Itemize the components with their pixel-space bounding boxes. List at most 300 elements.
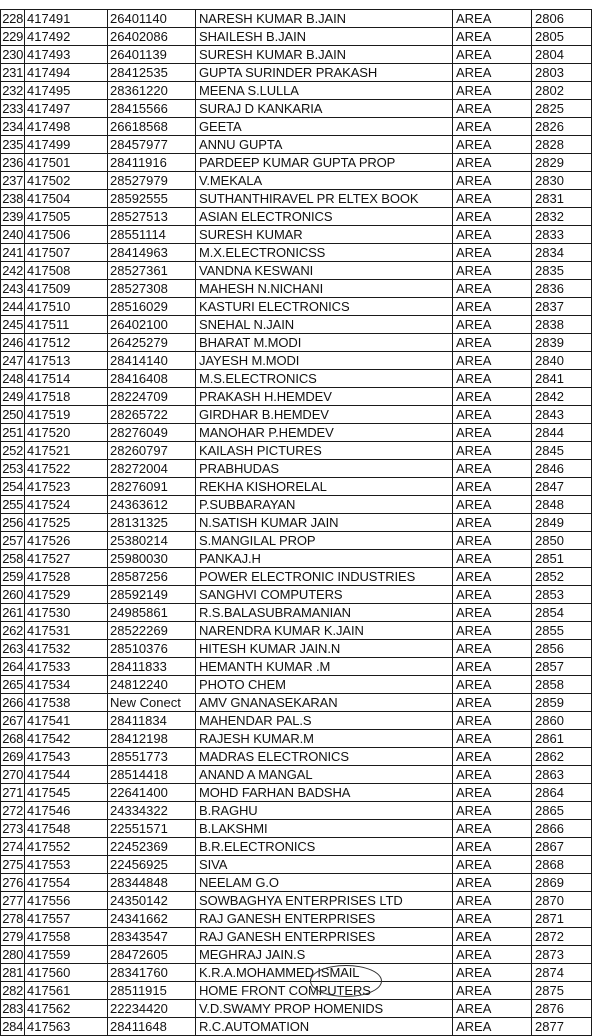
- area-cell: AREA: [453, 82, 532, 100]
- account-cell: 417497: [25, 100, 108, 118]
- area-cell: AREA: [453, 442, 532, 460]
- serial-cell: 281: [2, 965, 23, 980]
- area-cell: AREA: [453, 514, 532, 532]
- serial-cell: 242: [2, 263, 23, 278]
- serial-cell: 252: [2, 443, 23, 458]
- table-row: [1, 118, 592, 136]
- serial-cell: 259: [2, 569, 23, 584]
- number-cell: 2847: [532, 478, 592, 496]
- phone-cell: 26401140: [108, 10, 196, 28]
- name-cell: RAJESH KUMAR.M: [196, 730, 453, 748]
- serial-cell: 282: [2, 983, 23, 998]
- serial-cell: 246: [2, 335, 23, 350]
- area-cell: AREA: [453, 676, 532, 694]
- account-cell: 417513: [25, 352, 108, 370]
- name-cell: GEETA: [196, 118, 453, 136]
- table-row: [1, 424, 592, 442]
- account-cell: 417542: [25, 730, 108, 748]
- account-cell: 417544: [25, 766, 108, 784]
- area-cell: AREA: [453, 604, 532, 622]
- account-cell: 417512: [25, 334, 108, 352]
- account-cell: 417530: [25, 604, 108, 622]
- number-cell: 2831: [532, 190, 592, 208]
- area-cell: AREA: [453, 10, 532, 28]
- number-cell: 2858: [532, 676, 592, 694]
- area-cell: AREA: [453, 532, 532, 550]
- table-row: [1, 316, 592, 334]
- area-cell: AREA: [453, 802, 532, 820]
- area-cell: AREA: [453, 154, 532, 172]
- phone-cell: 28592555: [108, 190, 196, 208]
- account-cell: 417501: [25, 154, 108, 172]
- account-cell: 417507: [25, 244, 108, 262]
- account-cell: 417506: [25, 226, 108, 244]
- number-cell: 2835: [532, 262, 592, 280]
- account-cell: 417502: [25, 172, 108, 190]
- account-cell: 417495: [25, 82, 108, 100]
- phone-cell: 28272004: [108, 460, 196, 478]
- area-cell: AREA: [453, 910, 532, 928]
- area-cell: AREA: [453, 856, 532, 874]
- area-cell: AREA: [453, 334, 532, 352]
- number-cell: 2837: [532, 298, 592, 316]
- number-cell: 2853: [532, 586, 592, 604]
- number-cell: 2836: [532, 280, 592, 298]
- area-cell: AREA: [453, 352, 532, 370]
- name-cell: MEGHRAJ JAIN.S: [196, 946, 453, 964]
- serial-cell: 269: [2, 749, 23, 764]
- serial-cell: 264: [2, 659, 23, 674]
- name-cell: REKHA KISHORELAL: [196, 478, 453, 496]
- table-row: [1, 136, 592, 154]
- account-cell: 417528: [25, 568, 108, 586]
- number-cell: 2875: [532, 982, 592, 1000]
- table-row: [1, 694, 592, 712]
- account-cell: 417499: [25, 136, 108, 154]
- name-cell: ANNU GUPTA: [196, 136, 453, 154]
- number-cell: 2841: [532, 370, 592, 388]
- phone-cell: 24985861: [108, 604, 196, 622]
- phone-cell: 28527979: [108, 172, 196, 190]
- phone-cell: 28514418: [108, 766, 196, 784]
- name-cell: MAHENDAR PAL.S: [196, 712, 453, 730]
- table-row: [1, 226, 592, 244]
- table-row: [1, 802, 592, 820]
- number-cell: 2806: [532, 10, 592, 28]
- account-cell: 417557: [25, 910, 108, 928]
- phone-cell: 28414140: [108, 352, 196, 370]
- table-row: [1, 82, 592, 100]
- table-row: [1, 838, 592, 856]
- table-row: [1, 856, 592, 874]
- table-row: [1, 100, 592, 118]
- phone-cell: 28361220: [108, 82, 196, 100]
- area-cell: AREA: [453, 64, 532, 82]
- table-row: [1, 370, 592, 388]
- area-cell: AREA: [453, 694, 532, 712]
- serial-cell: 273: [2, 821, 23, 836]
- name-cell: HOME FRONT COMPUTERS: [196, 982, 453, 1000]
- table-row: [1, 262, 592, 280]
- table-row: [1, 172, 592, 190]
- number-cell: 2873: [532, 946, 592, 964]
- name-cell: HITESH KUMAR JAIN.N: [196, 640, 453, 658]
- phone-cell: 22456925: [108, 856, 196, 874]
- account-cell: 417552: [25, 838, 108, 856]
- name-cell: BHARAT M.MODI: [196, 334, 453, 352]
- phone-cell: 25380214: [108, 532, 196, 550]
- serial-cell: 272: [2, 803, 23, 818]
- area-cell: AREA: [453, 262, 532, 280]
- number-cell: 2870: [532, 892, 592, 910]
- area-cell: AREA: [453, 316, 532, 334]
- phone-cell: 24334322: [108, 802, 196, 820]
- table-row: [1, 712, 592, 730]
- phone-cell: 28411834: [108, 712, 196, 730]
- table-row: [1, 622, 592, 640]
- phone-cell: 28265722: [108, 406, 196, 424]
- phone-cell: 26618568: [108, 118, 196, 136]
- name-cell: P.SUBBARAYAN: [196, 496, 453, 514]
- account-cell: 417493: [25, 46, 108, 64]
- name-cell: B.LAKSHMI: [196, 820, 453, 838]
- name-cell: NEELAM G.O: [196, 874, 453, 892]
- serial-cell: 271: [2, 785, 23, 800]
- name-cell: B.R.ELECTRONICS: [196, 838, 453, 856]
- number-cell: 2849: [532, 514, 592, 532]
- name-cell: SANGHVI COMPUTERS: [196, 586, 453, 604]
- number-cell: 2830: [532, 172, 592, 190]
- area-cell: AREA: [453, 280, 532, 298]
- phone-cell: 28522269: [108, 622, 196, 640]
- area-cell: AREA: [453, 568, 532, 586]
- phone-cell: New Conect: [108, 694, 196, 712]
- area-cell: AREA: [453, 784, 532, 802]
- serial-cell: 263: [2, 641, 23, 656]
- phone-cell: 28411833: [108, 658, 196, 676]
- serial-cell: 241: [2, 245, 23, 260]
- area-cell: AREA: [453, 874, 532, 892]
- phone-cell: 28412198: [108, 730, 196, 748]
- number-cell: 2854: [532, 604, 592, 622]
- number-cell: 2866: [532, 820, 592, 838]
- name-cell: KAILASH PICTURES: [196, 442, 453, 460]
- account-cell: 417531: [25, 622, 108, 640]
- name-cell: HEMANTH KUMAR .M: [196, 658, 453, 676]
- account-cell: 417509: [25, 280, 108, 298]
- table-row: [1, 532, 592, 550]
- phone-cell: 28527361: [108, 262, 196, 280]
- area-cell: AREA: [453, 244, 532, 262]
- area-cell: AREA: [453, 1018, 532, 1036]
- table-row: [1, 298, 592, 316]
- area-cell: AREA: [453, 892, 532, 910]
- account-cell: 417562: [25, 1000, 108, 1018]
- phone-cell: 28276049: [108, 424, 196, 442]
- serial-cell: 247: [2, 353, 23, 368]
- number-cell: 2833: [532, 226, 592, 244]
- serial-cell: 265: [2, 677, 23, 692]
- account-cell: 417560: [25, 964, 108, 982]
- table-row: [1, 658, 592, 676]
- phone-cell: 24363612: [108, 496, 196, 514]
- name-cell: VANDNA KESWANI: [196, 262, 453, 280]
- serial-cell: 245: [2, 317, 23, 332]
- phone-cell: 26402086: [108, 28, 196, 46]
- phone-cell: 26401139: [108, 46, 196, 64]
- serial-cell: 244: [2, 299, 23, 314]
- name-cell: PARDEEP KUMAR GUPTA PROP: [196, 154, 453, 172]
- table-row: [1, 28, 592, 46]
- table-row: [1, 244, 592, 262]
- number-cell: 2860: [532, 712, 592, 730]
- table-row: [1, 514, 592, 532]
- area-cell: AREA: [453, 496, 532, 514]
- account-cell: 417511: [25, 316, 108, 334]
- area-cell: AREA: [453, 982, 532, 1000]
- account-cell: 417523: [25, 478, 108, 496]
- account-cell: 417522: [25, 460, 108, 478]
- table-row: [1, 910, 592, 928]
- table-row: [1, 280, 592, 298]
- serial-cell: 260: [2, 587, 23, 602]
- table-row: [1, 388, 592, 406]
- phone-cell: 28516029: [108, 298, 196, 316]
- table-row: [1, 640, 592, 658]
- account-cell: 417521: [25, 442, 108, 460]
- name-cell: MADRAS ELECTRONICS: [196, 748, 453, 766]
- name-cell: R.C.AUTOMATION: [196, 1018, 453, 1036]
- area-cell: AREA: [453, 208, 532, 226]
- table-row: [1, 928, 592, 946]
- name-cell: MANOHAR P.HEMDEV: [196, 424, 453, 442]
- number-cell: 2874: [532, 964, 592, 982]
- serial-cell: 248: [2, 371, 23, 386]
- account-cell: 417559: [25, 946, 108, 964]
- table-row: [1, 730, 592, 748]
- serial-cell: 231: [2, 65, 23, 80]
- number-cell: 2876: [532, 1000, 592, 1018]
- serial-cell: 229: [2, 29, 23, 44]
- table-row: [1, 550, 592, 568]
- table-row: [1, 982, 592, 1000]
- number-cell: 2805: [532, 28, 592, 46]
- serial-cell: 250: [2, 407, 23, 422]
- name-cell: PRABHUDAS: [196, 460, 453, 478]
- area-cell: AREA: [453, 820, 532, 838]
- name-cell: AMV GNANASEKARAN: [196, 694, 453, 712]
- table-row: [1, 334, 592, 352]
- number-cell: 2869: [532, 874, 592, 892]
- number-cell: 2856: [532, 640, 592, 658]
- table-row: [1, 460, 592, 478]
- account-cell: 417558: [25, 928, 108, 946]
- account-cell: 417526: [25, 532, 108, 550]
- account-cell: 417529: [25, 586, 108, 604]
- table-row: [1, 604, 592, 622]
- number-cell: 2804: [532, 46, 592, 64]
- account-cell: 417494: [25, 64, 108, 82]
- account-cell: 417504: [25, 190, 108, 208]
- phone-cell: 25980030: [108, 550, 196, 568]
- number-cell: 2861: [532, 730, 592, 748]
- name-cell: SURESH KUMAR: [196, 226, 453, 244]
- serial-cell: 266: [2, 695, 23, 710]
- table-row: [1, 676, 592, 694]
- number-cell: 2855: [532, 622, 592, 640]
- area-cell: AREA: [453, 622, 532, 640]
- serial-cell: 243: [2, 281, 23, 296]
- serial-cell: 240: [2, 227, 23, 242]
- number-cell: 2845: [532, 442, 592, 460]
- name-cell: NARENDRA KUMAR K.JAIN: [196, 622, 453, 640]
- name-cell: ASIAN ELECTRONICS: [196, 208, 453, 226]
- name-cell: GIRDHAR B.HEMDEV: [196, 406, 453, 424]
- phone-cell: 28411916: [108, 154, 196, 172]
- name-cell: V.MEKALA: [196, 172, 453, 190]
- name-cell: R.S.BALASUBRAMANIAN: [196, 604, 453, 622]
- number-cell: 2846: [532, 460, 592, 478]
- phone-cell: 28551114: [108, 226, 196, 244]
- name-cell: PANKAJ.H: [196, 550, 453, 568]
- area-cell: AREA: [453, 766, 532, 784]
- account-cell: 417505: [25, 208, 108, 226]
- area-cell: AREA: [453, 640, 532, 658]
- phone-cell: 26402100: [108, 316, 196, 334]
- number-cell: 2851: [532, 550, 592, 568]
- number-cell: 2850: [532, 532, 592, 550]
- table-row: [1, 892, 592, 910]
- area-cell: AREA: [453, 388, 532, 406]
- serial-cell: 236: [2, 155, 23, 170]
- name-cell: PRAKASH H.HEMDEV: [196, 388, 453, 406]
- number-cell: 2803: [532, 64, 592, 82]
- number-cell: 2868: [532, 856, 592, 874]
- number-cell: 2834: [532, 244, 592, 262]
- phone-cell: 28414963: [108, 244, 196, 262]
- number-cell: 2844: [532, 424, 592, 442]
- area-cell: AREA: [453, 190, 532, 208]
- phone-cell: 26425279: [108, 334, 196, 352]
- serial-cell: 261: [2, 605, 23, 620]
- serial-cell: 239: [2, 209, 23, 224]
- area-cell: AREA: [453, 370, 532, 388]
- account-cell: 417510: [25, 298, 108, 316]
- phone-cell: 28527513: [108, 208, 196, 226]
- number-cell: 2842: [532, 388, 592, 406]
- serial-cell: 238: [2, 191, 23, 206]
- name-cell: SURESH KUMAR B.JAIN: [196, 46, 453, 64]
- number-cell: 2862: [532, 748, 592, 766]
- table-row: [1, 190, 592, 208]
- table-row: [1, 586, 592, 604]
- account-cell: 417554: [25, 874, 108, 892]
- number-cell: 2839: [532, 334, 592, 352]
- serial-cell: 268: [2, 731, 23, 746]
- number-cell: 2867: [532, 838, 592, 856]
- account-cell: 417563: [25, 1018, 108, 1036]
- name-cell: M.S.ELECTRONICS: [196, 370, 453, 388]
- area-cell: AREA: [453, 550, 532, 568]
- phone-cell: 28510376: [108, 640, 196, 658]
- account-cell: 417545: [25, 784, 108, 802]
- area-cell: AREA: [453, 100, 532, 118]
- account-cell: 417518: [25, 388, 108, 406]
- serial-cell: 274: [2, 839, 23, 854]
- name-cell: S.MANGILAL PROP: [196, 532, 453, 550]
- name-cell: JAYESH M.MODI: [196, 352, 453, 370]
- name-cell: N.SATISH KUMAR JAIN: [196, 514, 453, 532]
- area-cell: AREA: [453, 172, 532, 190]
- number-cell: 2865: [532, 802, 592, 820]
- subscriber-table: [0, 9, 592, 1036]
- area-cell: AREA: [453, 424, 532, 442]
- name-cell: K.R.A.MOHAMMED ISMAIL: [196, 964, 453, 982]
- phone-cell: 28416408: [108, 370, 196, 388]
- phone-cell: 28587256: [108, 568, 196, 586]
- phone-cell: 28411648: [108, 1018, 196, 1036]
- serial-cell: 255: [2, 497, 23, 512]
- table-row: [1, 406, 592, 424]
- serial-cell: 275: [2, 857, 23, 872]
- number-cell: 2871: [532, 910, 592, 928]
- serial-cell: 251: [2, 425, 23, 440]
- number-cell: 2832: [532, 208, 592, 226]
- serial-cell: 267: [2, 713, 23, 728]
- account-cell: 417538: [25, 694, 108, 712]
- account-cell: 417533: [25, 658, 108, 676]
- phone-cell: 28344848: [108, 874, 196, 892]
- table-row: [1, 154, 592, 172]
- account-cell: 417541: [25, 712, 108, 730]
- serial-cell: 283: [2, 1001, 23, 1016]
- table-row: [1, 568, 592, 586]
- account-cell: 417525: [25, 514, 108, 532]
- area-cell: AREA: [453, 136, 532, 154]
- number-cell: 2859: [532, 694, 592, 712]
- account-cell: 417519: [25, 406, 108, 424]
- serial-cell: 234: [2, 119, 23, 134]
- name-cell: SUTHANTHIRAVEL PR ELTEX BOOK: [196, 190, 453, 208]
- area-cell: AREA: [453, 730, 532, 748]
- area-cell: AREA: [453, 226, 532, 244]
- area-cell: AREA: [453, 586, 532, 604]
- area-cell: AREA: [453, 298, 532, 316]
- phone-cell: 28224709: [108, 388, 196, 406]
- number-cell: 2828: [532, 136, 592, 154]
- phone-cell: 28412535: [108, 64, 196, 82]
- number-cell: 2838: [532, 316, 592, 334]
- name-cell: SNEHAL N.JAIN: [196, 316, 453, 334]
- serial-cell: 279: [2, 929, 23, 944]
- table-row: [1, 46, 592, 64]
- name-cell: MAHESH N.NICHANI: [196, 280, 453, 298]
- phone-cell: 24350142: [108, 892, 196, 910]
- name-cell: RAJ GANESH ENTERPRISES: [196, 910, 453, 928]
- table-row: [1, 784, 592, 802]
- table-body: [1, 10, 592, 1036]
- table-row: [1, 10, 592, 28]
- phone-cell: 22641400: [108, 784, 196, 802]
- account-cell: 417514: [25, 370, 108, 388]
- table-row: [1, 1000, 592, 1018]
- account-cell: 417561: [25, 982, 108, 1000]
- table-row: [1, 766, 592, 784]
- phone-cell: 22234420: [108, 1000, 196, 1018]
- account-cell: 417492: [25, 28, 108, 46]
- serial-cell: 280: [2, 947, 23, 962]
- serial-cell: 235: [2, 137, 23, 152]
